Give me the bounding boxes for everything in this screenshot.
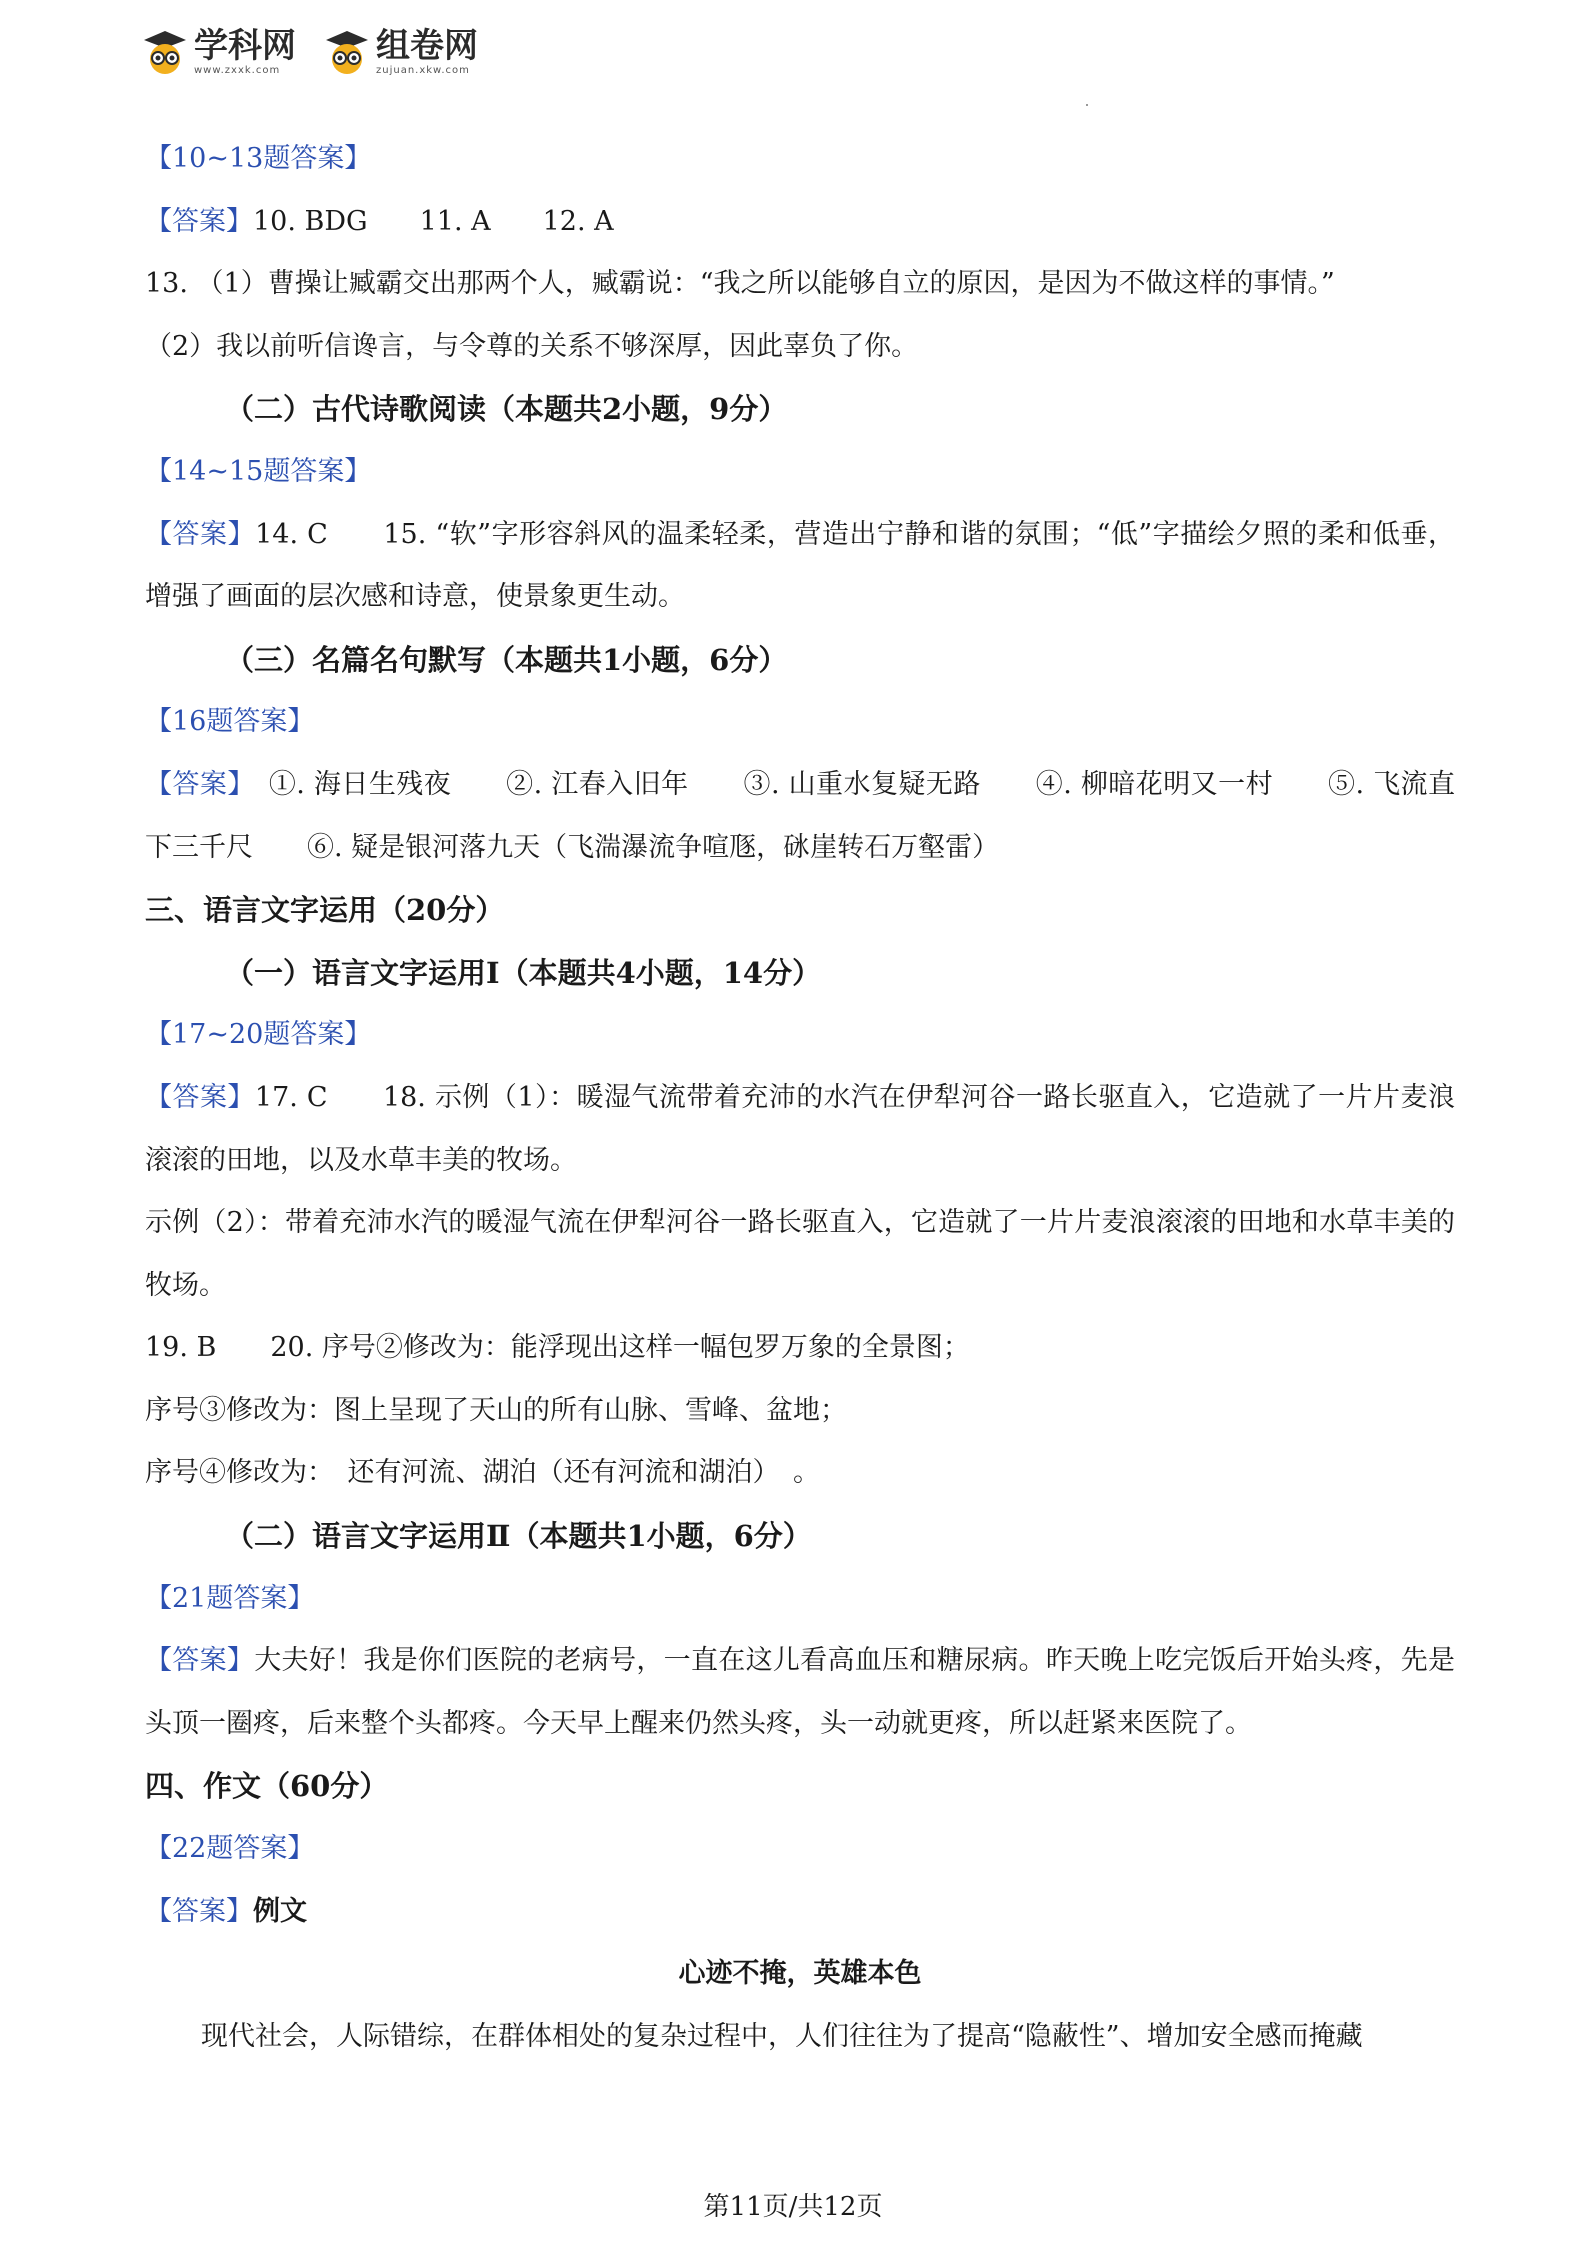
answer-20-item-3: 序号③修改为：图上呈现了天山的所有山脉、雪峰、盆地； [145,1394,847,1426]
section-dictation-heading: （三）名篇名句默写（本题共1小题，6分） [225,642,788,677]
q22-answer [145,1881,1455,1944]
essay-title: 心迹不掩，英雄本色 [678,1958,922,1990]
answer-18-example-2: 示例（2）：带着充沛水汽的暖湿气流在伊犁河谷一路长驱直入，它造就了一片片麦浪滚滚的田地和水草丰美的牧场。 [145,1207,1455,1301]
section-three-heading: 三、语言文字运用（20分） [145,893,505,928]
owl-icon [140,27,190,77]
page-number: 第11页/共12页 [703,2192,883,2222]
answer-tag: 【答案】 [145,518,256,550]
answer-13-1: 13. （1）曹操让臧霸交出那两个人，臧霸说：“我之所以能够自立的原因，是因为不做这样的事情。” [145,268,1335,300]
answer-14-15-text: 14. C 15. “软”字形容斜风的温柔轻柔，营造出宁静和谐的氛围；“低”字描绘夕照的柔和低垂，增强了画面的层次感和诗意，使景象更生动。 [145,518,1455,613]
q10-13-heading: 【10~13题答案】 [145,143,372,174]
q14-15-answers [145,504,1455,629]
q16-answers [145,754,1455,879]
section-four-heading: 四、作文（60分） [145,1769,389,1804]
q14-15-heading: 【14~15题答案】 [145,455,372,487]
answer-19-20: 19. B 20. 序号②修改为：能浮现出这样一幅包罗万象的全景图； [145,1332,970,1364]
answer-tag: 【答案】 [145,768,242,800]
q22-heading: 【22题答案】 [145,1833,315,1865]
sample-essay-label: 例文 [253,1895,307,1927]
answer-tag: 【答案】 [145,205,253,237]
logo1-name: 学科网 [194,25,296,66]
owl-icon [322,27,372,77]
q21-answer [145,1630,1455,1755]
answer-12: 12. A [542,205,614,237]
answer-20-item-4: 序号④修改为： 还有河流、湖泊（还有河流和湖泊） 。 [145,1457,820,1489]
q16-heading: 【16题答案】 [145,706,315,738]
logo2-url: zujuan.xkw.com [376,64,470,76]
answer-21-text: 大夫好！我是你们医院的老病号，一直在这儿看高血压和糖尿病。昨天晚上吃完饭后开始头疼，先是头顶一圈疼，后来整个头都疼。今天早上醒来仍然头疼，头一动就更疼，所以赶紧来医院了。 [145,1645,1456,1739]
answer-tag: 【答案】 [145,1895,253,1927]
answer-10: 10. BDG [253,205,368,237]
answer-17-18-text: 17. C 18. 示例（1）：暖湿气流带着充沛的水汽在伊犁河谷一路长驱直入，它造就了一片片麦浪滚滚的田地，以及水草丰美的牧场。 [145,1081,1455,1176]
q21-heading: 【21题答案】 [145,1582,315,1614]
section-language-1-heading: （一）语言文字运用Ⅰ（本题共4小题，14分） [225,955,822,990]
header-logos [140,22,504,82]
q10-12-answers [145,191,1455,254]
q17-18-answers [145,1067,1455,1192]
section-poetry-heading: （二）古代诗歌阅读（本题共2小题，9分） [225,392,788,427]
logo2-name: 组卷网 [376,25,478,66]
answer-content [145,128,1455,2068]
answer-11: 11. A [419,205,491,237]
answer-tag: 【答案】 [145,1081,255,1113]
answer-13-2: （2）我以前听信谗言，与令尊的关系不够深厚，因此辜负了你。 [145,330,919,362]
answer-tag: 【答案】 [145,1645,255,1677]
logo1-url: www.zxxk.com [194,64,281,76]
answer-16-text: ①. 海日生残夜 ②. 江春入旧年 ③. 山重水复疑无路 ④. 柳暗花明又一村 ⑤. 飞流直下三千尺 ⑥. 疑是银河落九天（飞湍瀑流争喧豗，砯崖转石万壑雷） [145,768,1456,863]
section-language-2-heading: （二）语言文字运用Ⅱ（本题共1小题，6分） [225,1519,812,1554]
zujuanwang-logo [322,27,478,77]
scan-dot [1086,104,1088,106]
essay-first-line: 现代社会，人际错综，在群体相处的复杂过程中，人们往往为了提高“隐蔽性”、增加安全感而掩藏 [201,2020,1363,2052]
xuekewang-logo [140,27,296,77]
q17-20-heading: 【17~20题答案】 [145,1019,372,1051]
